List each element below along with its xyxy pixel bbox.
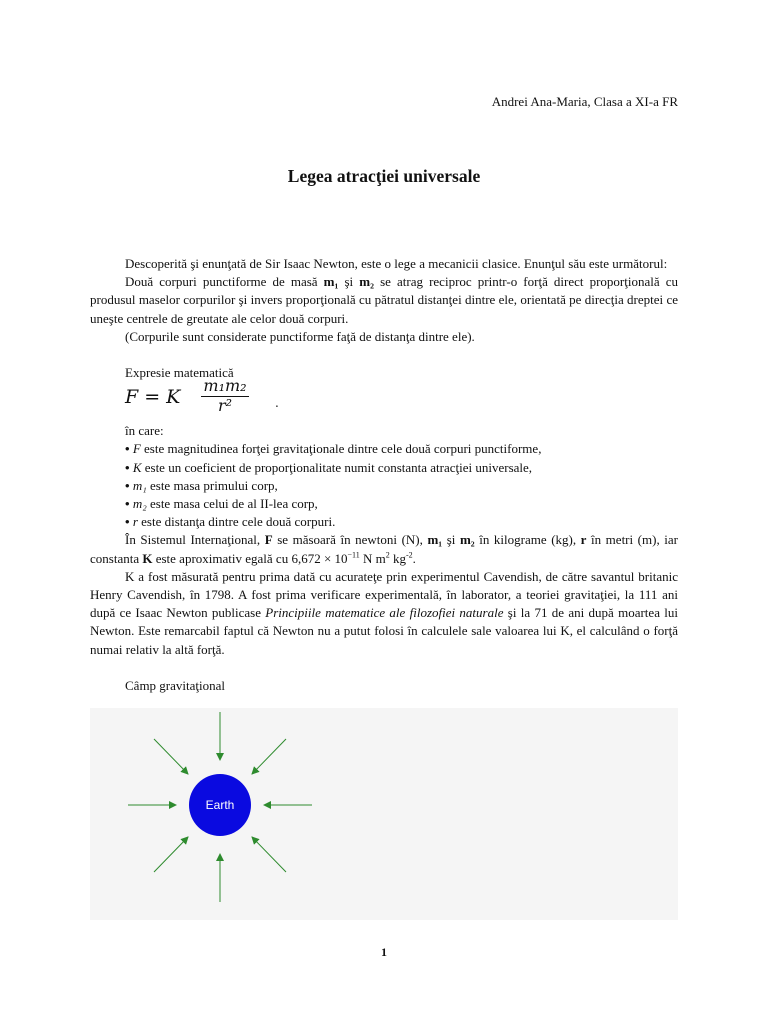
si-text: kg — [389, 550, 406, 566]
exponent: -2 — [406, 550, 413, 560]
spacer — [90, 346, 678, 364]
variable-description: este distanţa dintre cele două corpuri. — [137, 514, 336, 530]
bullet-icon: • — [125, 514, 133, 530]
si-symbol: K — [142, 550, 153, 566]
history-paragraph — [90, 568, 678, 659]
si-text: se măsoară în newtoni (N), — [272, 532, 428, 548]
page-number: 1 — [381, 945, 387, 959]
bullet-icon: • — [125, 441, 133, 457]
si-symbol: m₁ — [427, 532, 443, 548]
si-text: . — [412, 550, 416, 566]
variable-symbol: r — [132, 514, 138, 530]
gravitation-formula — [125, 376, 678, 422]
field-arrow — [252, 739, 286, 774]
formula-fraction — [177, 377, 273, 415]
formula-tail: . — [275, 396, 279, 411]
field-diagram — [90, 708, 678, 920]
bullet-icon: • — [125, 477, 133, 493]
variable-item — [125, 513, 678, 531]
book-title: Principiile matematice ale filozofiei naturale — [265, 605, 504, 621]
conjunction: şi — [338, 274, 360, 290]
formula-denominator: r² — [217, 396, 233, 416]
where-label: în care: — [125, 423, 164, 439]
variable-description: este masa primului corp, — [146, 477, 278, 493]
variable-description: este magnitudinea forţei gravitaţionale dintre cele două corpuri punctiforme, — [140, 441, 542, 457]
variable-item — [125, 495, 678, 513]
variable-list — [125, 440, 678, 531]
si-units-paragraph — [90, 531, 678, 567]
field-arrow — [252, 837, 286, 872]
document-body — [90, 255, 678, 695]
field-arrow — [154, 739, 188, 774]
history-text: şi la 71 de ani după moartea lui Newton. Este remarcabil faptul că Newton nu a putut folosi în calculele sale valoarea lui K, el calculând o forţă numai relativ la altă forţă. — [90, 605, 678, 657]
si-text: N m — [359, 550, 386, 566]
si-symbol: m₂ — [459, 532, 475, 548]
law-text: se atrag reciproc printr-o forţă direct proporţională cu produsul maselor corpurilor şi invers proporţională cu pătratul distanţei dintre ele, orientată pe direcţia dreptei ce uneşte centrele de greutate ale celor două corpuri. — [90, 274, 679, 326]
intro-paragraph: Descoperită şi enunţată de Sir Isaac Newton, este o lege a mecanicii clasice. Enunţul său este următorul: — [125, 256, 668, 271]
bullet-icon: • — [125, 496, 133, 512]
note-paragraph: (Corpurile sunt considerate punctiforme faţă de distanţa dintre ele). — [125, 328, 475, 344]
formula-heading: Expresie matematică — [125, 365, 234, 381]
si-text: În Sistemul Internaţional, — [125, 532, 265, 548]
exponent: 2 — [385, 550, 390, 560]
variable-description: este un coeficient de proporţionalitate numit constanta atracţiei universale, — [141, 459, 533, 475]
variable-symbol: F — [132, 441, 141, 457]
si-text: în metri (m), iar constanta — [90, 532, 678, 566]
law-text: Două corpuri punctiforme de masă — [125, 274, 324, 290]
field-heading: Câmp gravitaţional — [125, 677, 226, 693]
document-title: Legea atracţiei universale — [287, 166, 481, 186]
variable-description: este masa celui de al II-lea corp, — [146, 496, 318, 512]
gravitational-field-figure — [90, 708, 678, 920]
formula-lhs: F = K — [125, 386, 181, 409]
bullet-icon: • — [125, 459, 133, 475]
variable-symbol: m₂ — [132, 496, 147, 512]
earth-label: Earth — [205, 798, 235, 812]
exponent: −11 — [347, 550, 360, 560]
variable-item — [125, 459, 678, 477]
formula-numerator: m₁m₂ — [203, 376, 247, 396]
variable-symbol: m₁ — [132, 477, 147, 493]
law-statement — [90, 273, 678, 328]
si-symbol: r — [580, 532, 587, 548]
field-arrow — [154, 837, 188, 872]
variable-symbol: K — [132, 459, 142, 475]
mass-one: m₁ — [323, 274, 339, 290]
spacer — [90, 659, 678, 677]
si-text: şi — [442, 532, 460, 548]
variable-item — [125, 477, 678, 495]
author-line: Andrei Ana-Maria, Clasa a XI-a FR — [491, 94, 678, 109]
variable-item — [125, 440, 678, 458]
si-text: este aproximativ egală cu 6,672 × 10 — [152, 550, 348, 566]
mass-two: m₂ — [359, 274, 374, 290]
history-text: K a fost măsurată pentru prima dată cu acurateţe prin experimentul Cavendish, de către savantul britanic Henry Cavendish, în 1798. A fost prima verificare experimentală, în laborator, a teoriei gravitaţiei, la 111 ani după ce Isaac Newton publicase — [90, 568, 678, 621]
si-text: în kilograme (kg), — [474, 532, 581, 548]
si-symbol: F — [264, 532, 273, 548]
